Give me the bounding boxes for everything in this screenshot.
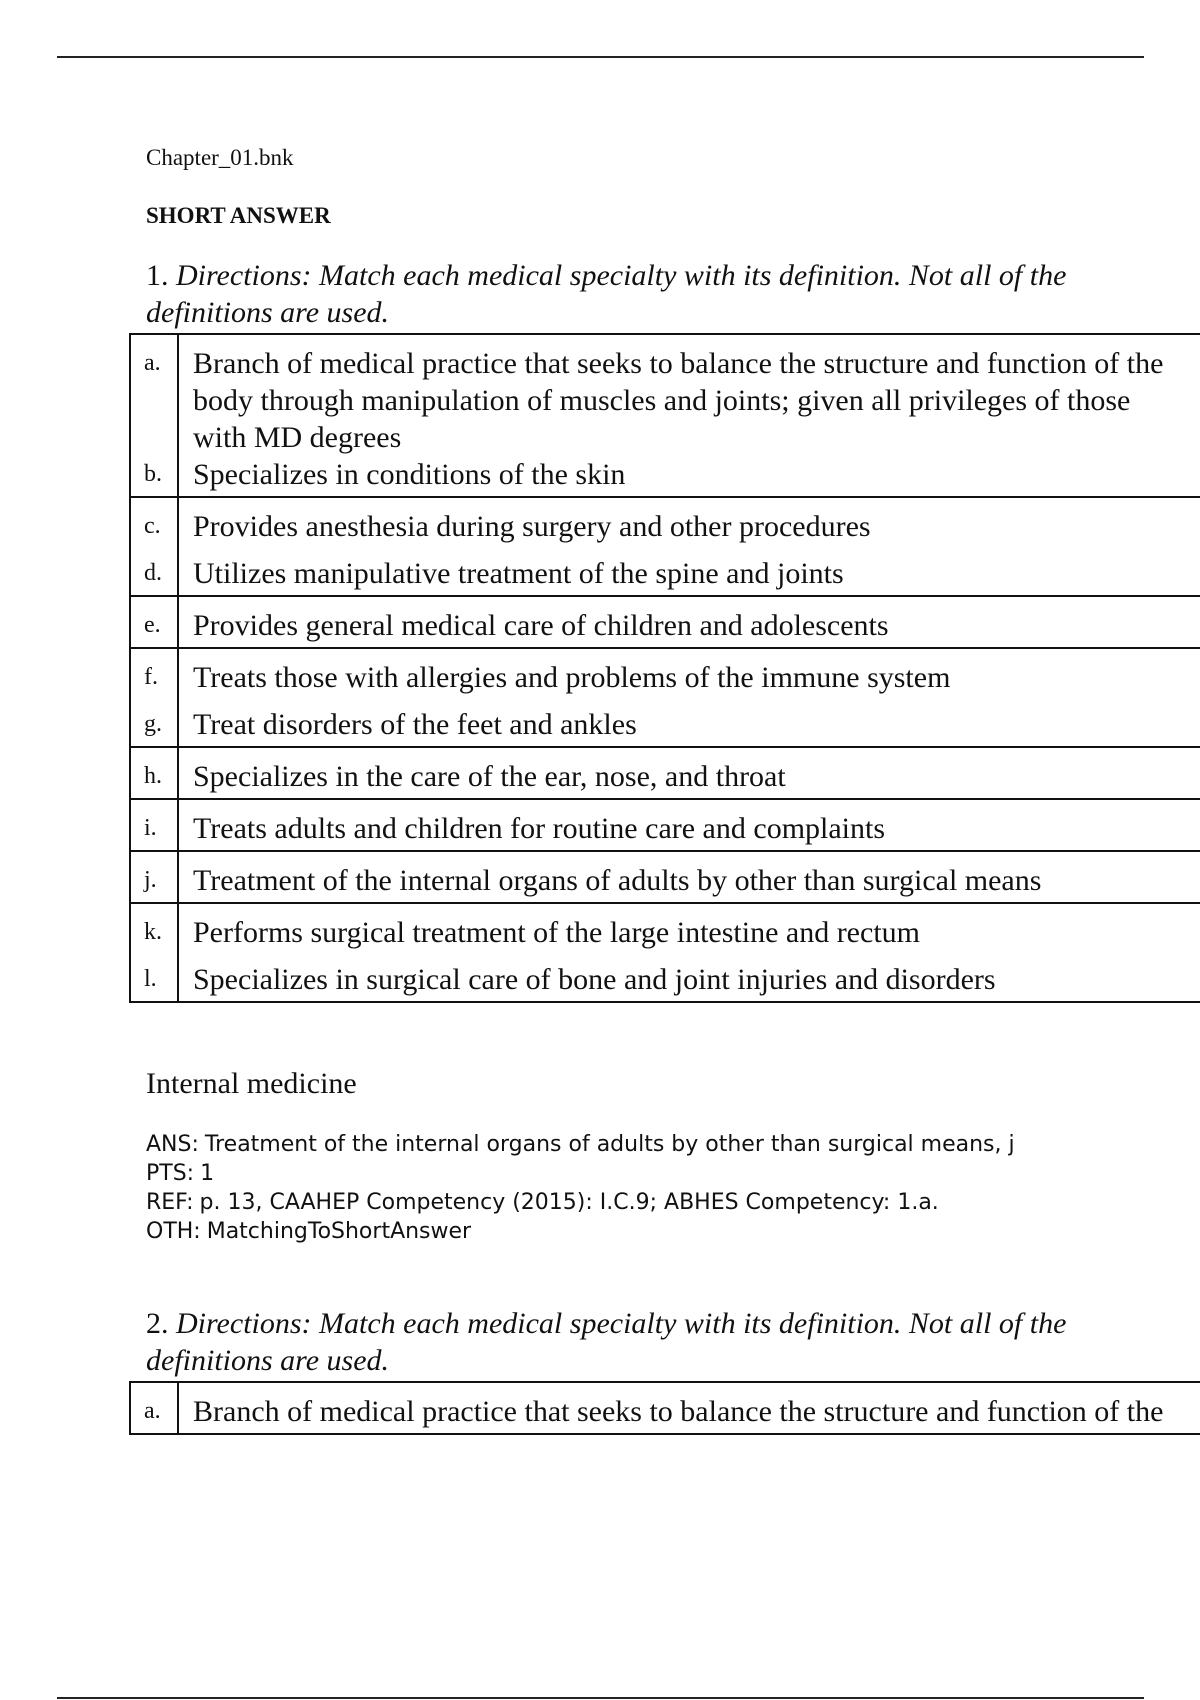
- question-1-directions: [146, 257, 1106, 331]
- definition-letter: c.: [130, 497, 178, 545]
- points-value: 1: [200, 1161, 215, 1186]
- definition-text: [178, 334, 1200, 456]
- table-row: [130, 545, 1200, 596]
- definition-letter: e.: [130, 596, 178, 648]
- answer-text: Treatment of the internal organs of adults by other than surgical means, j: [204, 1132, 1015, 1157]
- definition-letter: i.: [130, 799, 178, 851]
- table-row: [130, 334, 1200, 456]
- table-row: [130, 648, 1200, 696]
- table-row: [130, 456, 1200, 497]
- definition-text: Specializes in surgical care of bone and joint injuries and disorders: [178, 951, 1200, 1002]
- definition-text: Performs surgical treatment of the large intestine and rectum: [178, 903, 1200, 951]
- definition-text: Branch of medical practice that seeks to balance the structure and function of the: [178, 1382, 1200, 1434]
- directions-text: Directions: Match each medical specialty with its definition. Not all of the definitions are used.: [146, 1307, 1067, 1377]
- other-line: [146, 1217, 1076, 1246]
- other-label: OTH:: [146, 1219, 201, 1244]
- table-row: [130, 747, 1200, 799]
- definition-letter: a.: [130, 1382, 178, 1434]
- question-number: 1.: [146, 259, 169, 292]
- table-row: [130, 596, 1200, 648]
- definition-text: Treats adults and children for routine care and complaints: [178, 799, 1200, 851]
- other-value: MatchingToShortAnswer: [206, 1219, 472, 1244]
- definition-text: Treat disorders of the feet and ankles: [178, 696, 1200, 747]
- specialty-name: Internal medicine: [146, 1067, 357, 1100]
- definition-letter: k.: [130, 903, 178, 951]
- table-row: [130, 951, 1200, 1002]
- definition-text: Treatment of the internal organs of adults by other than surgical means: [178, 851, 1200, 903]
- definition-text: Utilizes manipulative treatment of the spine and joints: [178, 545, 1200, 596]
- table-row: [130, 799, 1200, 851]
- file-name: Chapter_01.bnk: [146, 145, 294, 170]
- table-row: [130, 903, 1200, 951]
- definition-line: body through manipulation of muscles and joints; given all privileges of those: [193, 384, 1131, 417]
- definition-text: Provides anesthesia during surgery and other procedures: [178, 497, 1200, 545]
- question-2-directions: [146, 1305, 1106, 1379]
- definition-text: Provides general medical care of children and adolescents: [178, 596, 1200, 648]
- reference-line: [146, 1188, 1076, 1217]
- section-title: SHORT ANSWER: [146, 203, 331, 228]
- table-row: [130, 1382, 1200, 1434]
- bottom-rule: [57, 1697, 1144, 1699]
- definition-letter: a.: [130, 334, 178, 456]
- table-row: [130, 497, 1200, 545]
- reference-label: REF:: [146, 1190, 194, 1215]
- answer-label: ANS:: [146, 1132, 199, 1157]
- definition-letter: f.: [130, 648, 178, 696]
- top-rule: [57, 56, 1144, 58]
- answer-line: [146, 1130, 1076, 1159]
- definition-letter: j.: [130, 851, 178, 903]
- question-number: 2.: [146, 1307, 169, 1340]
- points-label: PTS:: [146, 1161, 195, 1186]
- definition-letter: d.: [130, 545, 178, 596]
- table-row: [130, 851, 1200, 903]
- directions-text: Directions: Match each medical specialty with its definition. Not all of the definitions are used.: [146, 259, 1067, 329]
- definition-text: Specializes in the care of the ear, nose, and throat: [178, 747, 1200, 799]
- definitions-table: [129, 333, 1200, 1003]
- definition-letter: h.: [130, 747, 178, 799]
- definition-letter: l.: [130, 951, 178, 1002]
- definition-line: Branch of medical practice that seeks to balance the structure and function of the: [193, 347, 1164, 380]
- table-row: [130, 696, 1200, 747]
- points-line: [146, 1159, 1076, 1188]
- definition-line: with MD degrees: [193, 421, 402, 454]
- definition-text: Treats those with allergies and problems of the immune system: [178, 648, 1200, 696]
- answer-block: [146, 1130, 1076, 1246]
- definitions-table: [129, 1381, 1200, 1435]
- definition-letter: b.: [130, 456, 178, 497]
- definition-text: Specializes in conditions of the skin: [178, 456, 1200, 497]
- reference-value: p. 13, CAAHEP Competency (2015): I.C.9; ABHES Competency: 1.a.: [199, 1190, 939, 1215]
- definition-letter: g.: [130, 696, 178, 747]
